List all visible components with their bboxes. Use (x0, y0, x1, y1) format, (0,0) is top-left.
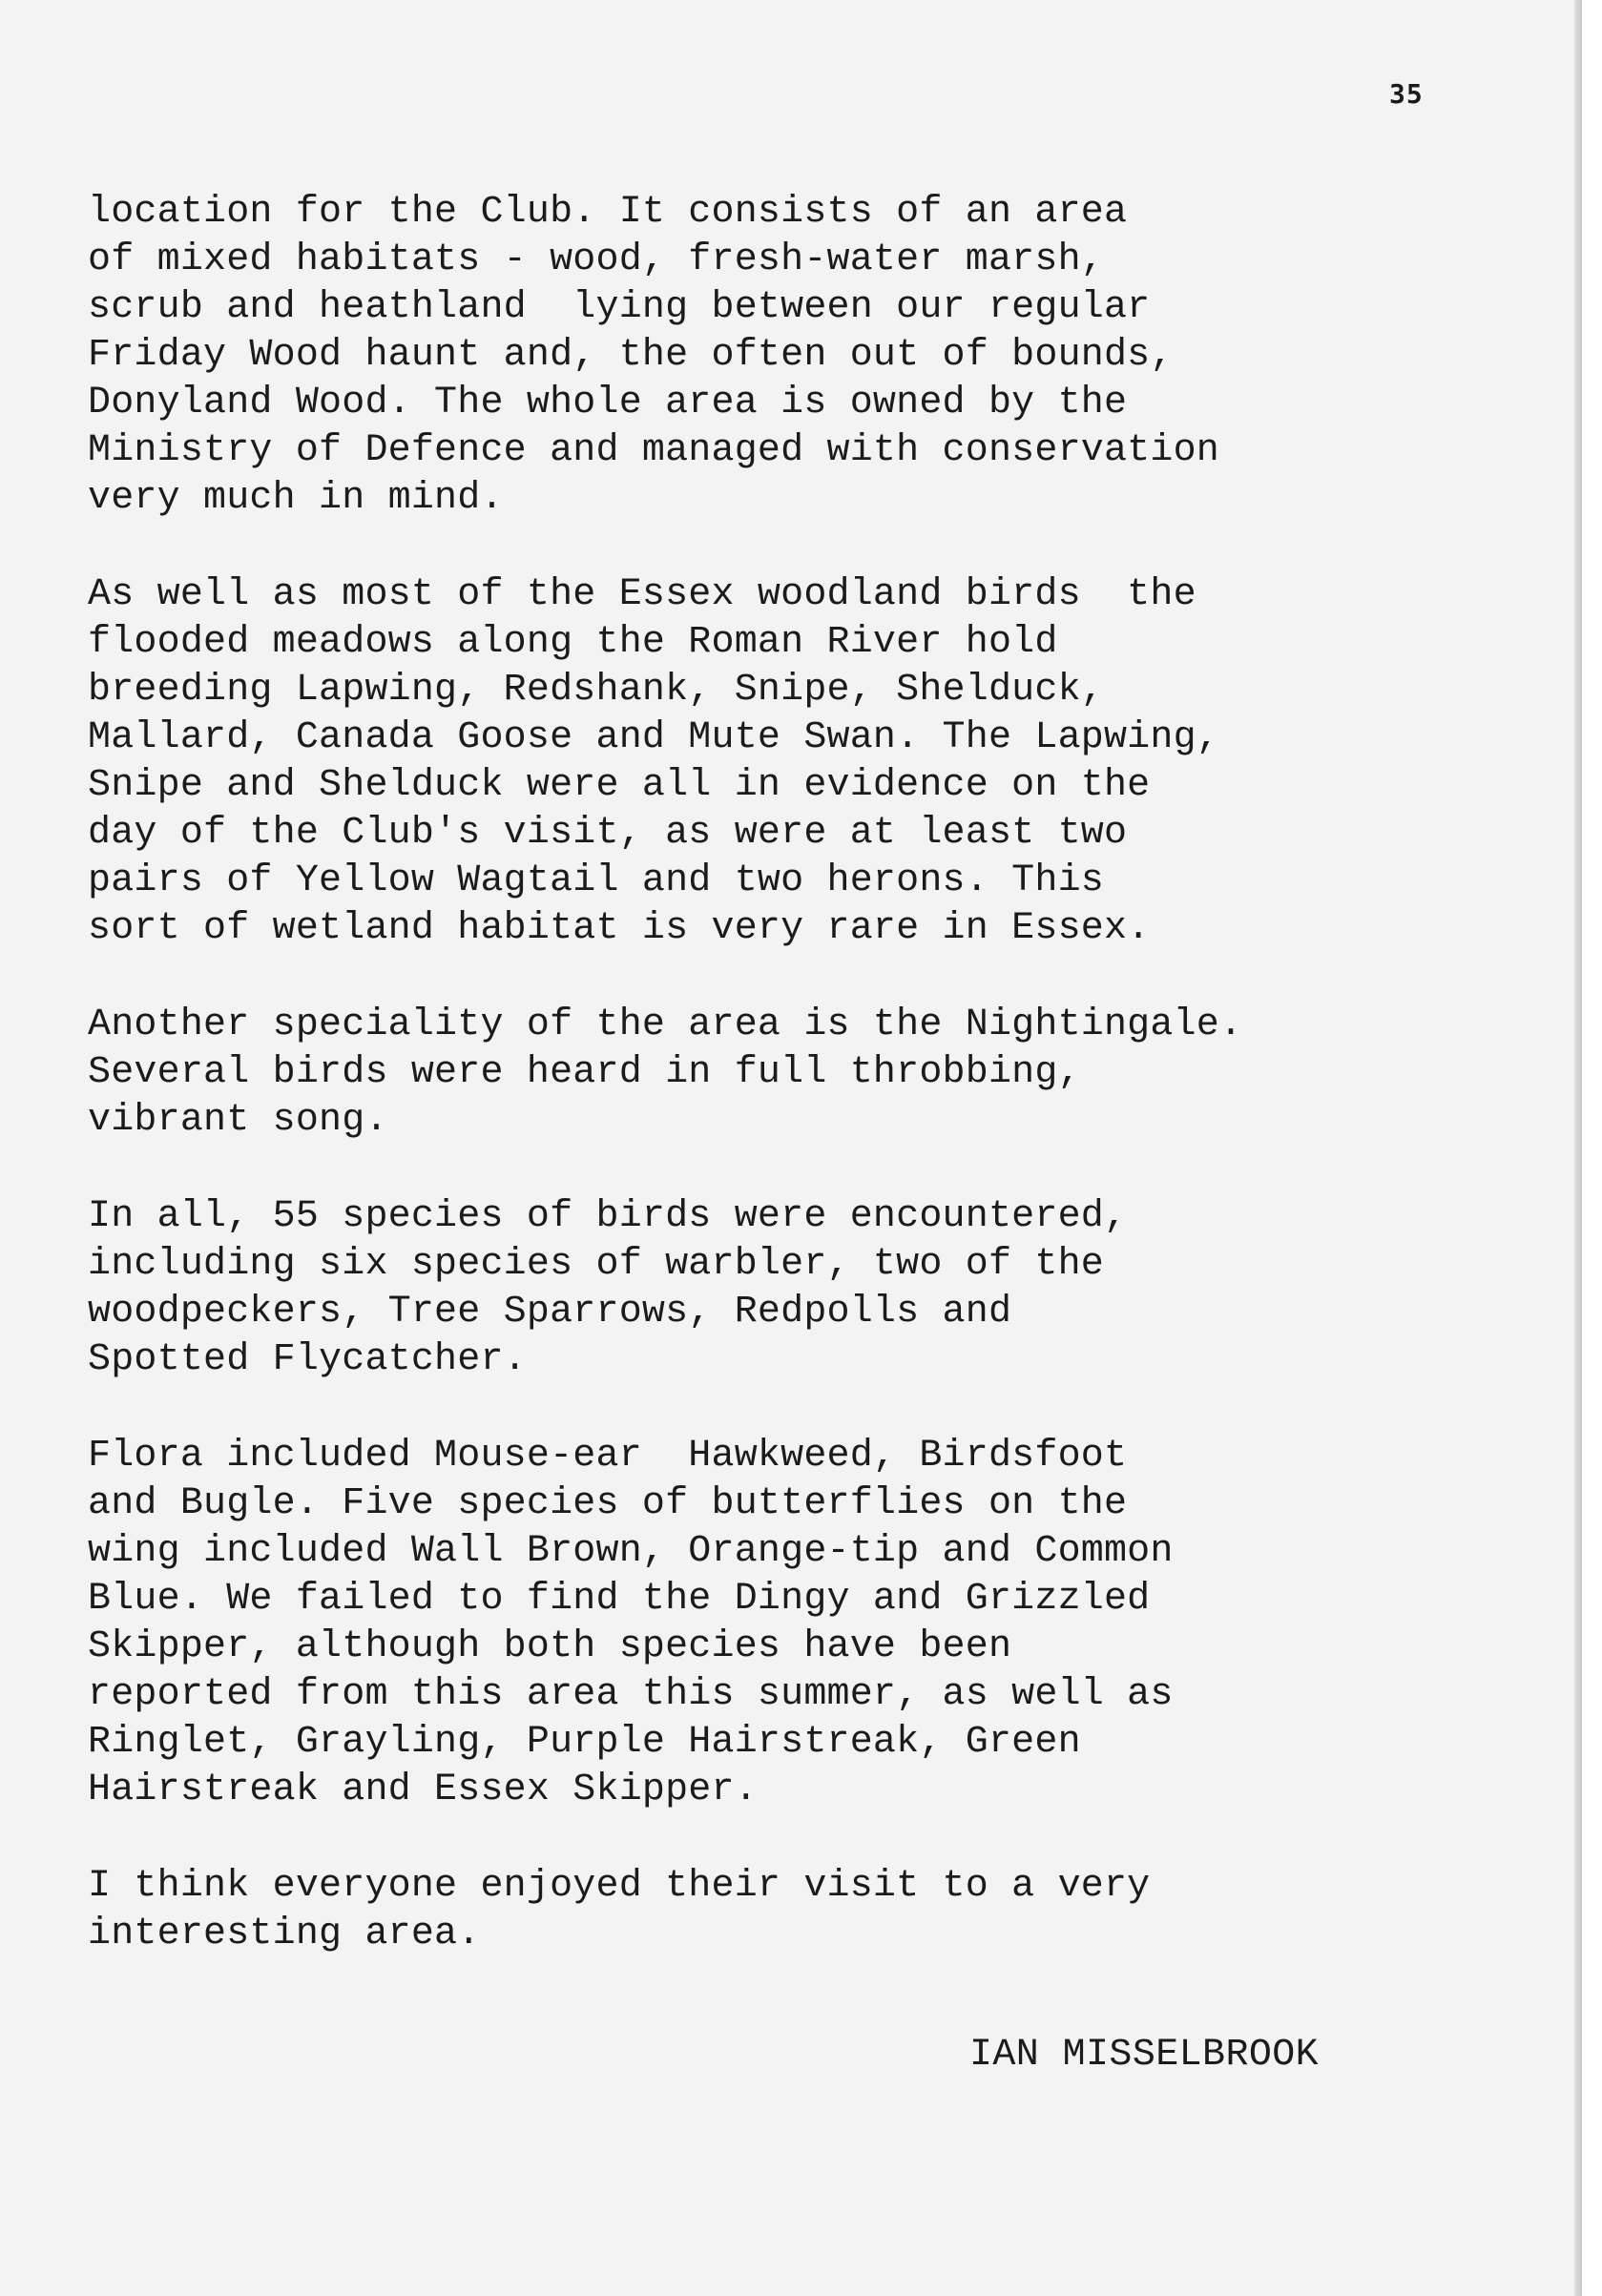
page-number: 35 (1389, 78, 1424, 110)
page-edge (1574, 0, 1582, 2296)
article-body (88, 189, 1538, 1958)
paragraph-nightingale: Another speciality of the area is the Nightingale. Several birds were heard in full throbbing, vibrant song. (88, 1003, 1243, 1142)
paragraph-birds: As well as most of the Essex woodland birds the flooded meadows along the Roman River hold breeding Lapwing, Redshank, Snipe, Shelduck, Mallard, Canada Goose and Mute Swan. The Lapwing, Snipe and Shelduck were all in evidence on the day of the Club's visit, as were at least two pairs of Yellow Wagtail and two herons. This sort of wetland habitat is very rare in Essex. (88, 573, 1219, 950)
paragraph-conclusion: I think everyone enjoyed their visit to a very interesting area. (88, 1865, 1151, 1955)
paragraph-species-count: In all, 55 species of birds were encountered, including six species of warbler, two of the woodpeckers, Tree Sparrows, Redpolls and Spotted Flycatcher. (88, 1195, 1128, 1381)
paragraph-location: location for the Club. It consists of an area of mixed habitats - wood, fresh-water marsh, scrub and heathland lying between our regular Friday Wood haunt and, the often out of bounds, Donyland Wood. The whole area is owned by the Ministry of Defence and managed with conservation very much in mind. (88, 191, 1219, 520)
author-signature: IAN MISSELBROOK (969, 2034, 1320, 2077)
paragraph-flora-butterflies: Flora included Mouse-ear Hawkweed, Birdsfoot and Bugle. Five species of butterflies on the wing included Wall Brown, Orange-tip and Common Blue. We failed to find the Dingy and Grizzled Skipper, although both species have been reported from this area this summer, as well as Ringlet, Grayling, Purple Hairstreak, Green Hairstreak and Essex Skipper. (88, 1435, 1174, 1811)
